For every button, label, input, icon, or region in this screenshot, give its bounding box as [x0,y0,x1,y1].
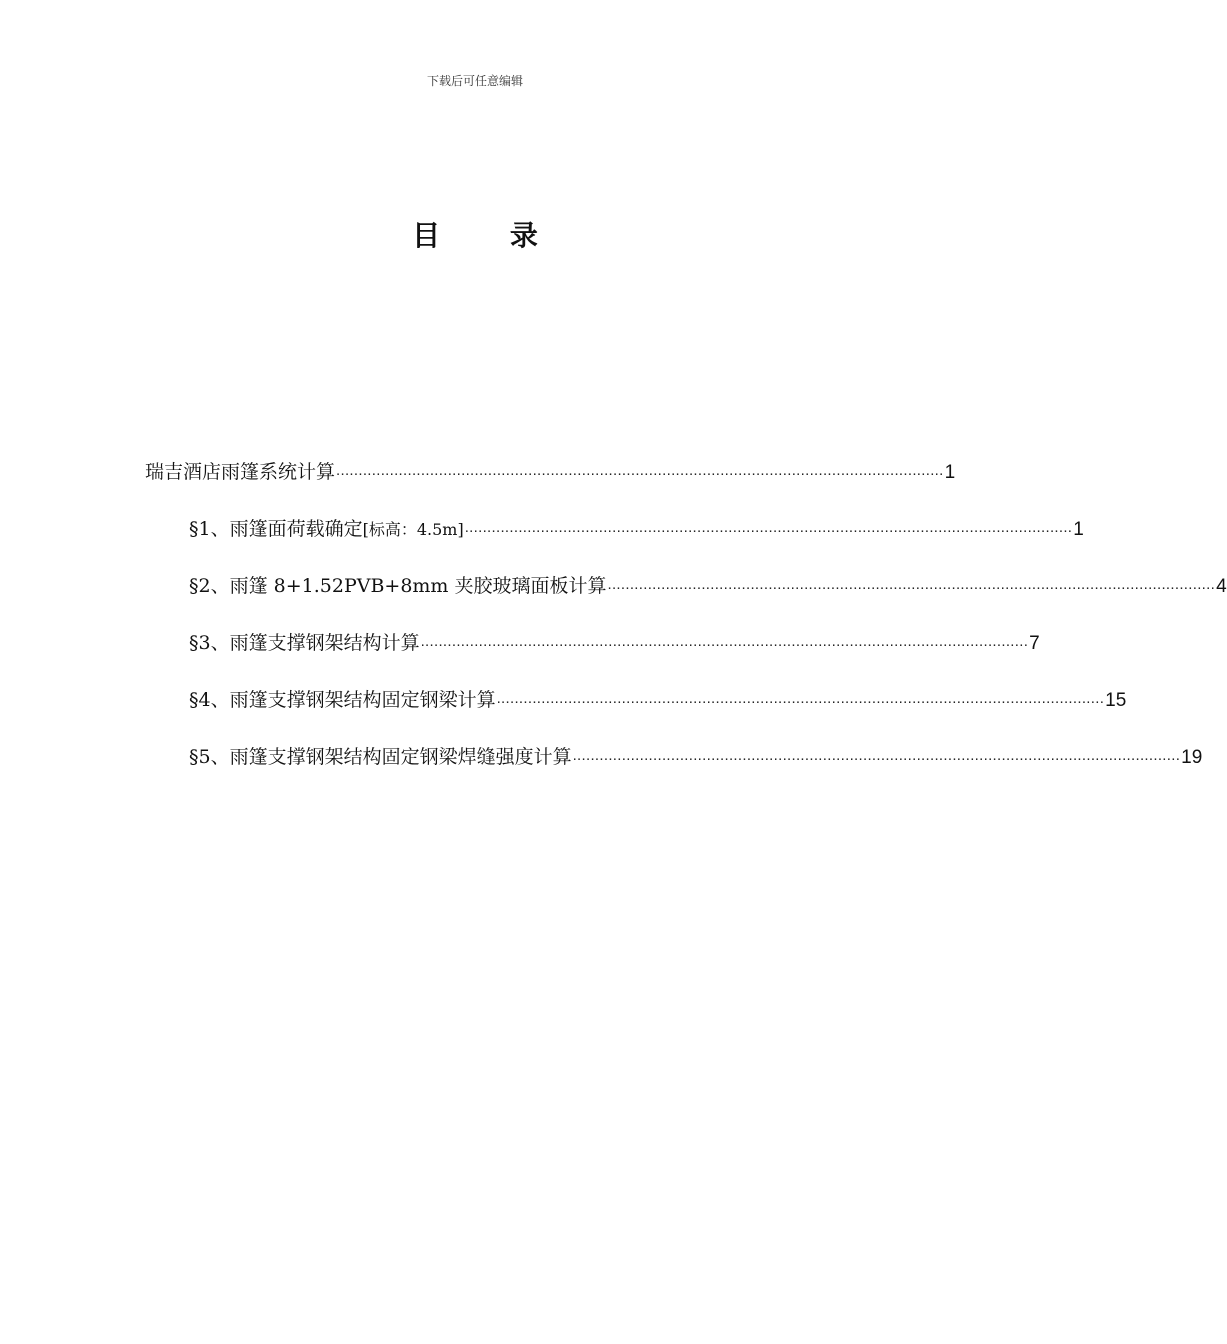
toc-entry-section-4[interactable] [189,680,1127,712]
toc-entry-page: 1 [944,462,956,483]
toc-leader-dots: ........................................................................................................................................ [607,576,1216,593]
toc-entry-text: 瑞吉酒店雨篷系统计算 [145,461,336,483]
toc-entry-text: §4、雨篷支撑钢架结构固定钢梁计算 [189,689,496,711]
toc-entry-page: 4 [1216,576,1227,597]
toc-entry-section-3[interactable] [189,623,1040,655]
toc-entry-section-2[interactable] [189,566,1227,598]
toc-leader-dots: ........................................................................................................................................ [336,462,944,479]
toc-entry-text: §2、雨篷 8+1.52PVB+8mm 夹胶玻璃面板计算 [189,575,607,597]
toc-leader-dots: ........................................................................................................................................ [496,690,1105,707]
toc-entry-text: §3、雨篷支撑钢架结构计算 [189,632,420,654]
toc-entry-page: 7 [1029,633,1040,654]
toc-title: 目 录 [412,219,568,252]
toc-entry-section-5[interactable] [189,737,1203,769]
toc-entry-page: 15 [1105,690,1127,711]
toc-entry-main[interactable] [145,452,956,484]
toc-entry-text-main: §1、雨篷面荷载确定 [189,518,363,540]
toc-entry-text-suffix: [标高：4.5m] [362,520,464,539]
toc-entry-text: §5、雨篷支撑钢架结构固定钢梁焊缝强度计算 [189,746,572,768]
toc-leader-dots: ........................................................................................................................................ [464,519,1073,536]
toc-entry-text [189,514,465,541]
toc-entry-page: 1 [1073,519,1084,540]
toc-entry-section-1[interactable] [189,509,1084,541]
toc-leader-dots: ........................................................................................................................................ [420,633,1029,650]
header-note: 下载后可任意编辑 [426,74,523,88]
toc-leader-dots: ........................................................................................................................................ [572,747,1181,764]
toc-entry-page: 19 [1181,747,1203,768]
